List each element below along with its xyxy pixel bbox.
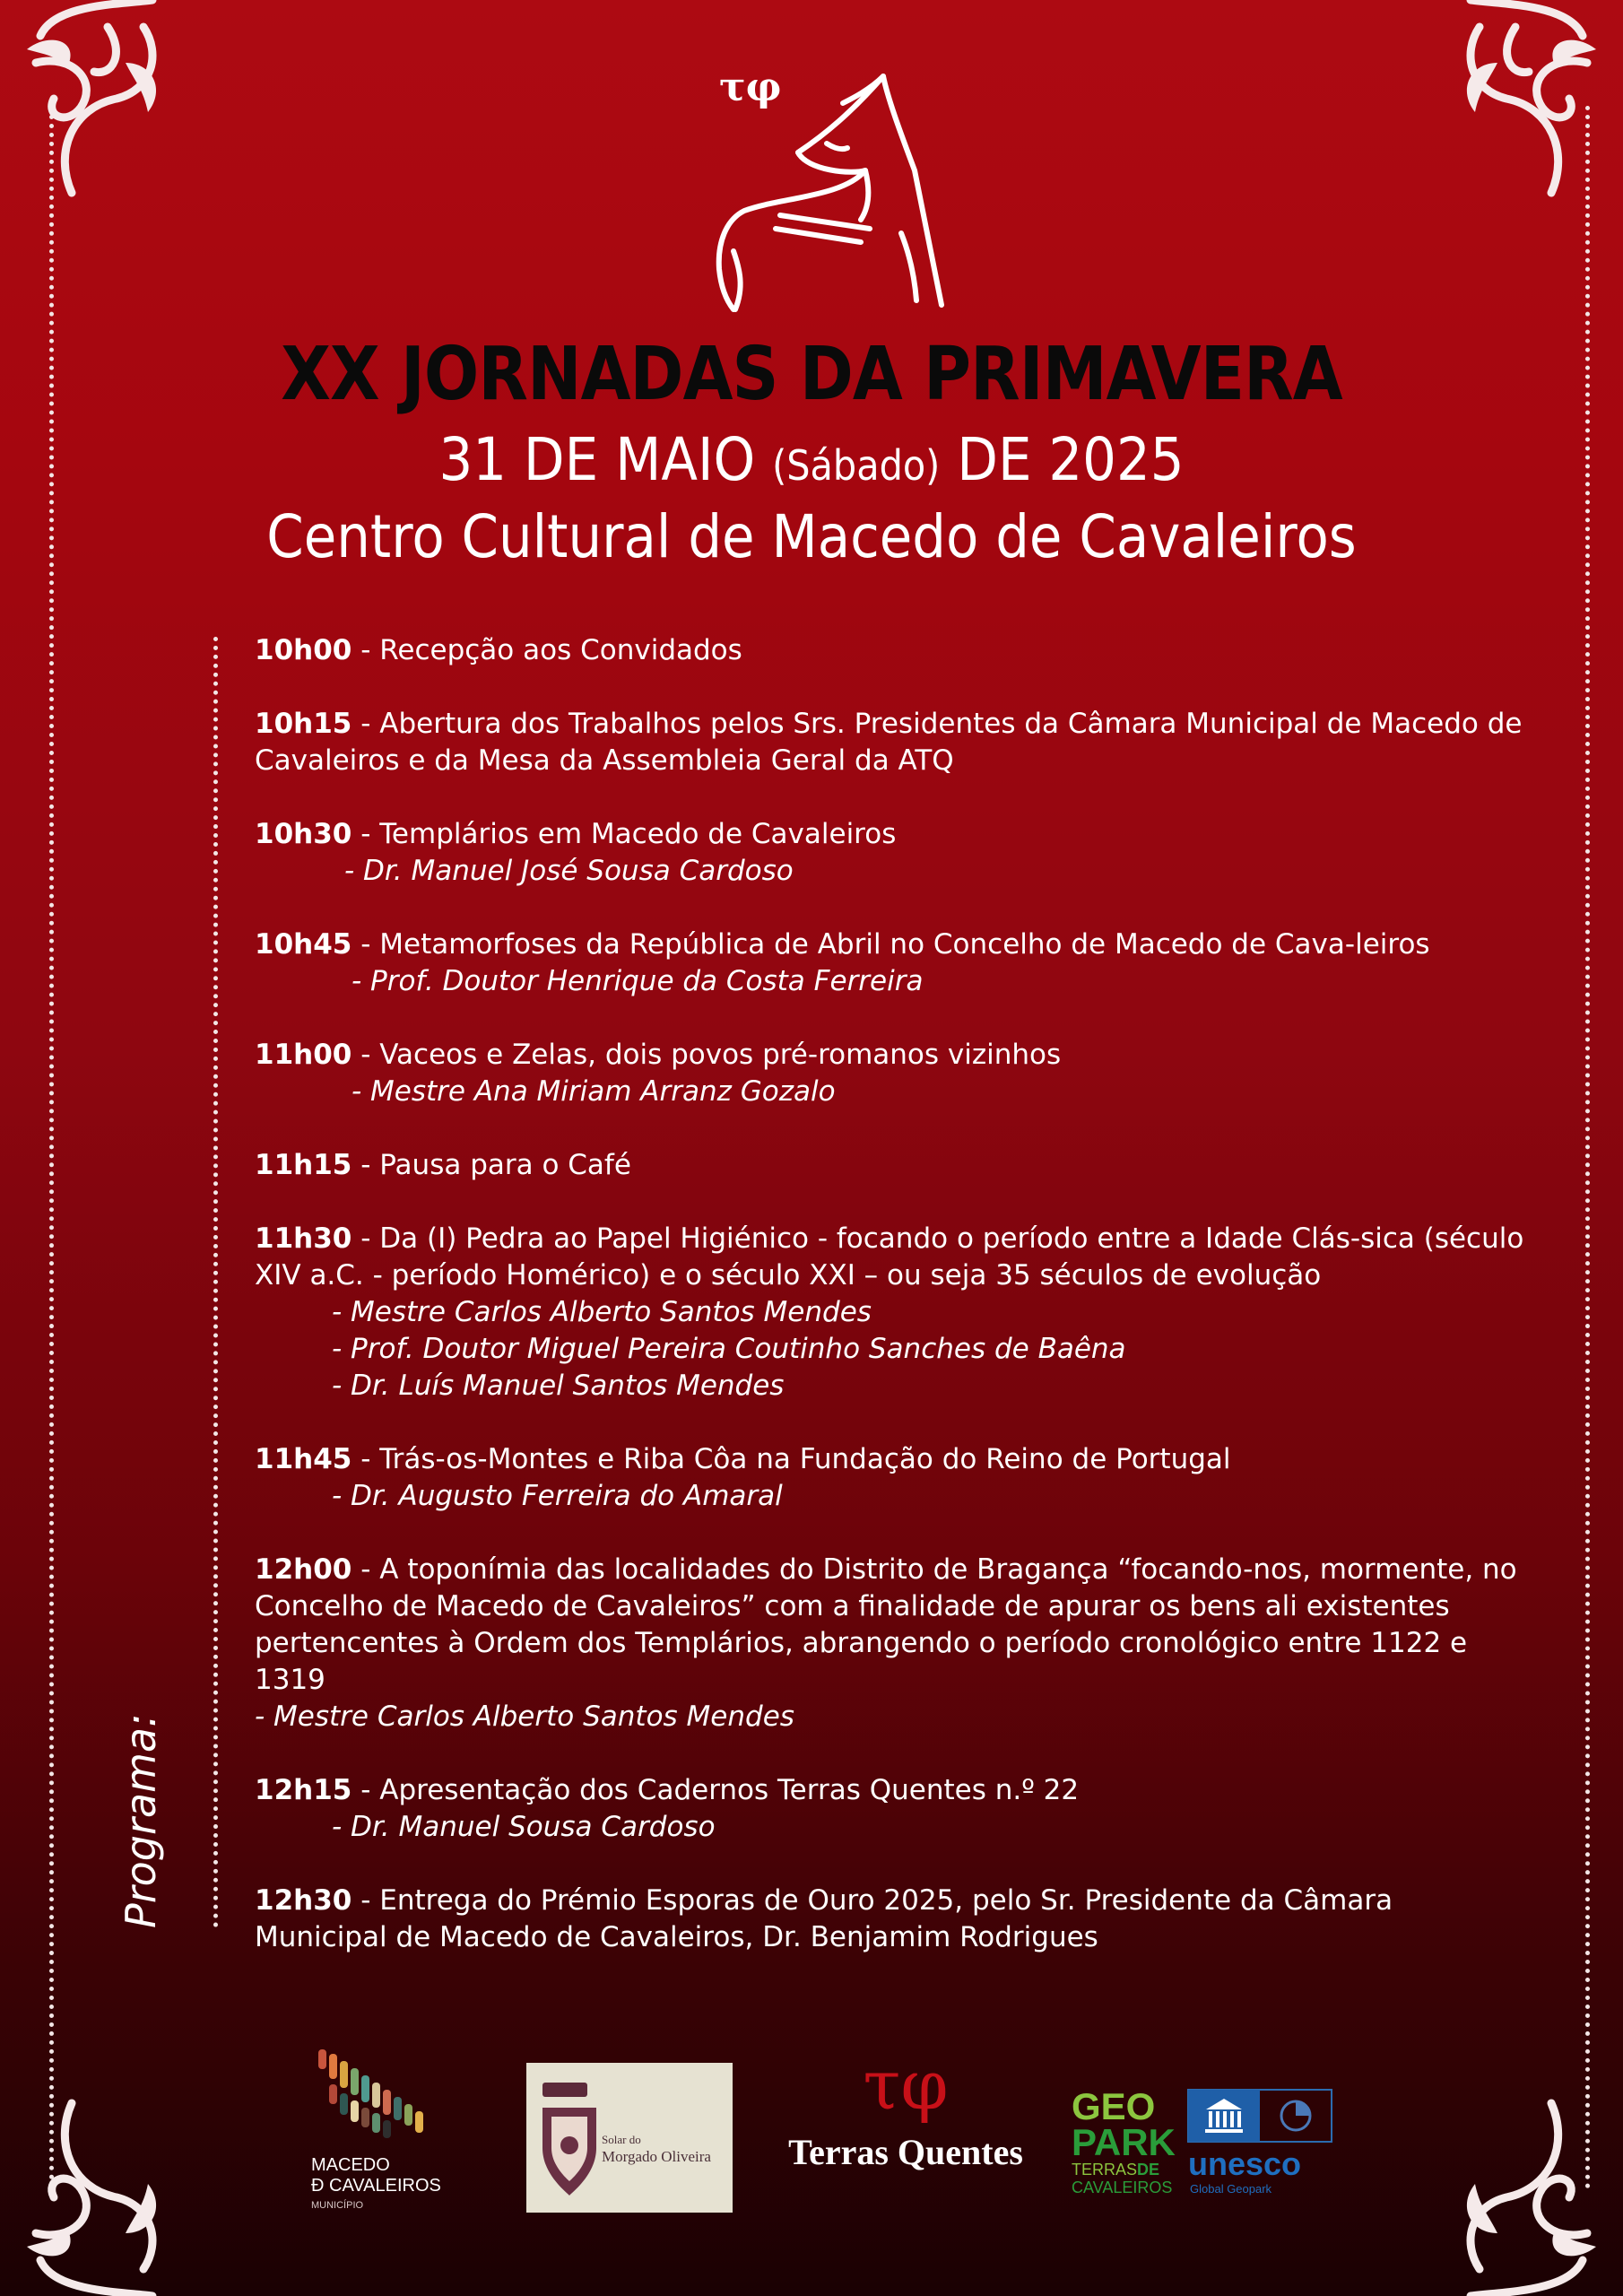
schedule-text: - Entrega do Prémio Esporas de Ouro 2025, pelo Sr. Presidente da Câmara Municipal de Macedo de Cavaleiros, Dr. Benjamim Rodrigues <box>255 1884 1393 1953</box>
schedule-item <box>255 816 1528 890</box>
schedule-text: - Apresentação dos Cadernos Terras Quentes n.º 22 <box>352 1774 1080 1806</box>
date-year: DE 2025 <box>957 425 1185 494</box>
program-label: Programa: <box>117 1713 165 1928</box>
geopark-de: DE <box>1137 2161 1160 2179</box>
schedule-time: 10h45 <box>255 928 352 961</box>
schedule-speaker: - Prof. Doutor Miguel Pereira Coutinho Sanches de Baêna <box>332 1333 1126 1365</box>
schedule-time: 12h15 <box>255 1774 352 1806</box>
geopark-terras: TERRAS <box>1072 2161 1138 2179</box>
geopark-cavaleiros: CAVALEIROS <box>1072 2179 1173 2196</box>
schedule-item <box>255 1221 1528 1405</box>
logo-monogram: τφ <box>719 65 782 110</box>
schedule-time: 11h30 <box>255 1222 352 1255</box>
geopark-globe-icon <box>1281 2101 1310 2130</box>
schedule-text: - Abertura dos Trabalhos pelos Srs. Presidentes da Câmara Municipal de Macedo de Cavaleiros e da Mesa da Assembleia Geral da ATQ <box>255 708 1523 777</box>
ornament-top-left-icon <box>18 0 175 197</box>
ornament-bottom-right-icon <box>1448 2099 1605 2296</box>
schedule-item <box>255 706 1528 779</box>
schedule-text: - Trás-os-Montes e Riba Côa na Fundação do Reino de Portugal <box>352 1443 1231 1475</box>
schedule-item <box>255 1552 1528 1735</box>
terras-quentes-logo <box>771 2045 1040 2188</box>
schedule-speaker: - Mestre Carlos Alberto Santos Mendes <box>332 1296 872 1328</box>
solar-morgado-oliveira-logo <box>526 2063 733 2213</box>
schedule-item <box>255 1772 1528 1846</box>
ornament-top-right-icon <box>1448 0 1605 197</box>
schedule-speaker: - Mestre Carlos Alberto Santos Mendes <box>255 1700 794 1733</box>
solar-name-line2: Morgado Oliveira <box>602 2148 711 2165</box>
geopark-park: PARK <box>1072 2121 1176 2163</box>
tq-name: Terras Quentes <box>788 2132 1023 2172</box>
schedule-time: 11h00 <box>255 1039 352 1071</box>
schedule-time: 11h15 <box>255 1149 352 1181</box>
schedule-speaker: - Mestre Ana Miriam Arranz Gozalo <box>352 1075 836 1108</box>
page-title: XX JORNADAS DA PRIMAVERA <box>281 332 1342 417</box>
schedule-item <box>255 1883 1528 1956</box>
date-main: 31 DE MAIO <box>438 425 756 494</box>
schedule-speaker: - Dr. Luís Manuel Santos Mendes <box>332 1370 785 1402</box>
frame-right-dotted-line <box>1585 106 1590 2190</box>
schedule-time: 10h15 <box>255 708 352 740</box>
schedule-text: - Templários em Macedo de Cavaleiros <box>352 818 897 850</box>
program-divider <box>213 637 218 1928</box>
schedule-text: - Da (I) Pedra ao Papel Higiénico - focando o período entre a Idade Clás-sica (século XIV a.C. - período Homérico) e o século XXI – ou seja 35 séculos de evolução <box>255 1222 1524 1292</box>
ornament-bottom-left-icon <box>18 2099 175 2296</box>
schedule-speaker: - Prof. Doutor Henrique da Costa Ferreira <box>352 965 924 997</box>
macedo-bars-icon <box>318 2049 423 2138</box>
event-venue: Centro Cultural de Macedo de Cavaleiros <box>266 502 1357 571</box>
geopark-unesco-logo <box>1067 2085 1336 2202</box>
horse-logo-icon <box>708 63 968 323</box>
unesco-wordmark: unesco <box>1188 2145 1302 2182</box>
schedule-speaker: - Dr. Manuel José Sousa Cardoso <box>344 855 794 887</box>
solar-name-line1: Solar do <box>602 2133 641 2146</box>
schedule-speaker: - Dr. Manuel Sousa Cardoso <box>332 1811 716 1843</box>
schedule-text: - Recepção aos Convidados <box>352 634 742 666</box>
date-weekday: (Sábado) <box>772 441 941 490</box>
schedule-time: 12h30 <box>255 1884 352 1917</box>
geopark-geo: GEO <box>1072 2085 1156 2127</box>
unesco-global-geopark: Global Geopark <box>1190 2182 1272 2196</box>
macedo-cavaleiros-logo <box>309 2045 471 2220</box>
schedule-speaker: - Dr. Augusto Ferreira do Amaral <box>332 1480 783 1512</box>
schedule-text: - Pausa para o Café <box>352 1149 631 1181</box>
schedule-time: 10h30 <box>255 818 352 850</box>
schedule-time: 10h00 <box>255 634 352 666</box>
macedo-name-line2: Đ CAVALEIROS <box>311 2176 441 2196</box>
schedule-item <box>255 1037 1528 1110</box>
schedule-list <box>255 632 1528 1993</box>
schedule-time: 12h00 <box>255 1553 352 1586</box>
schedule-item <box>255 1147 1528 1184</box>
schedule-item <box>255 926 1528 1000</box>
tq-monogram: τφ <box>863 2045 949 2125</box>
schedule-item <box>255 1441 1528 1515</box>
schedule-time: 11h45 <box>255 1443 352 1475</box>
schedule-text: - A toponímia das localidades do Distrito de Bragança “focando-nos, mormente, no Concelho de Macedo de Cavaleiros” com a finalidade de apurar os bens ali existentes pertencentes à Ordem dos Templários, abrangendo o período cronológico entre 1122 e 1319 <box>255 1553 1517 1696</box>
event-date <box>82 425 1542 494</box>
schedule-text: - Metamorfoses da República de Abril no Concelho de Macedo de Cava-leiros <box>352 928 1430 961</box>
schedule-text: - Vaceos e Zelas, dois povos pré-romanos vizinhos <box>352 1039 1062 1071</box>
frame-left-dotted-line <box>49 106 54 2190</box>
macedo-name-line3: MUNICÍPIO <box>311 2200 364 2211</box>
macedo-name-line1: MACEDO <box>311 2155 390 2175</box>
schedule-item <box>255 632 1528 669</box>
